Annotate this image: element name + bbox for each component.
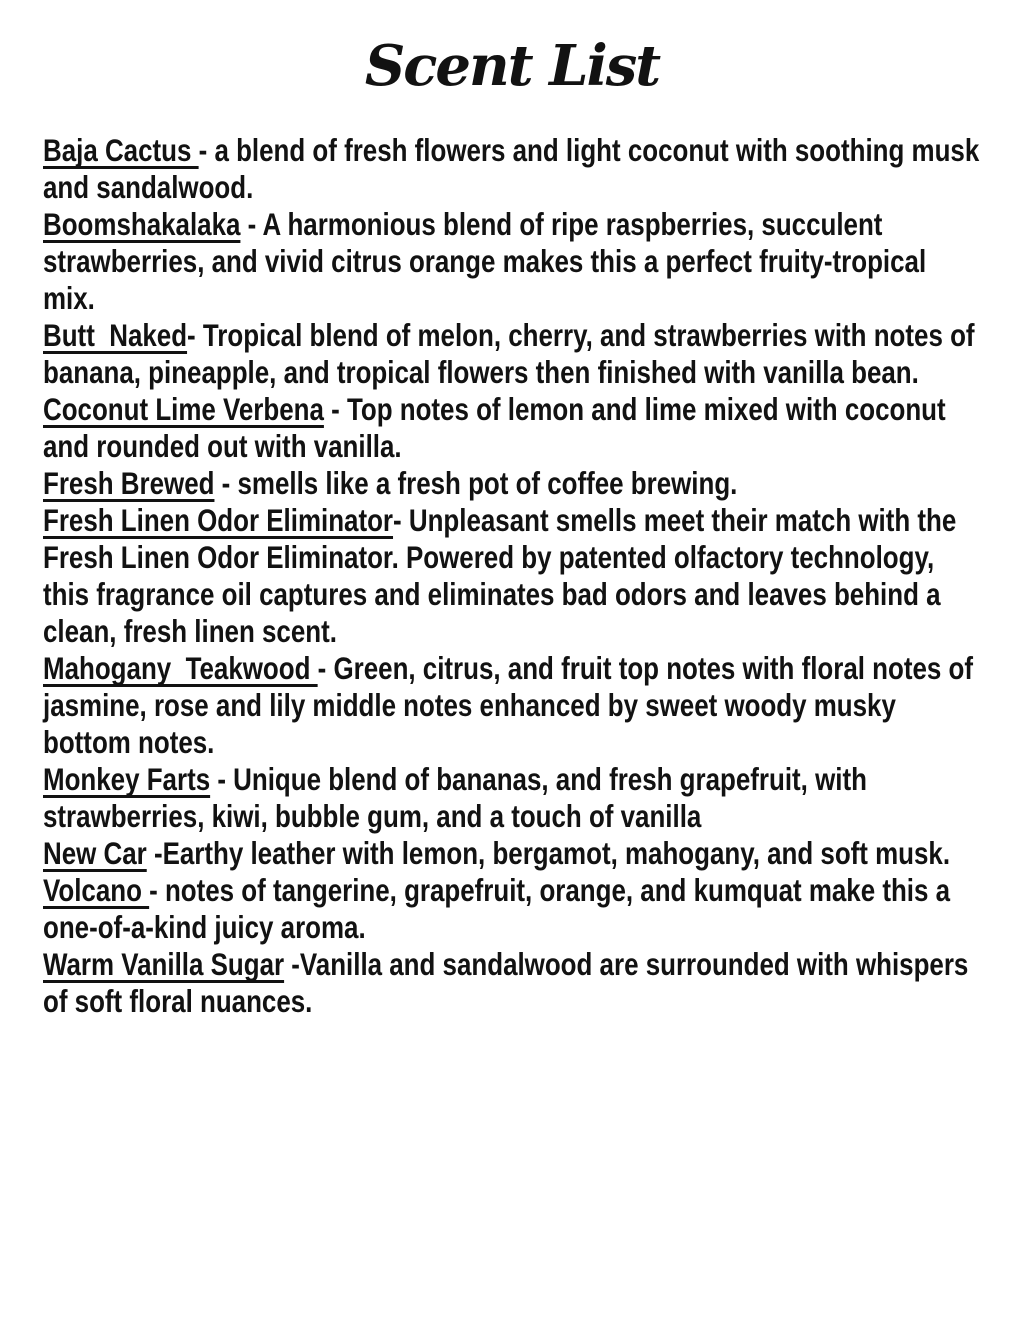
scent-entry (43, 206, 981, 317)
scent-entry (43, 946, 981, 1020)
scent-name: Baja Cactus (43, 132, 199, 168)
scent-name: Warm Vanilla Sugar (43, 946, 285, 982)
scent-name: Butt Naked (43, 317, 188, 353)
scent-description: - notes of tangerine, grapefruit, orange, and kumquat make this a one-of-a-kind juicy aroma. (43, 872, 958, 945)
scent-entry (43, 761, 981, 835)
scent-name: Fresh Brewed (43, 465, 215, 501)
scent-list (43, 132, 987, 1020)
scent-name: Coconut Lime Verbena (43, 391, 324, 427)
scent-name: Volcano (43, 872, 150, 908)
scent-description: - a blend of fresh flowers and light coconut with soothing musk and sandalwood. (43, 132, 987, 205)
scent-entry (43, 502, 981, 650)
scent-description: - Unique blend of bananas, and fresh grapefruit, with strawberries, kiwi, bubble gum, and a touch of vanilla (43, 761, 875, 834)
scent-entry (43, 465, 981, 502)
scent-name: Mahogany Teakwood (43, 650, 318, 686)
scent-entry (43, 132, 987, 206)
scent-entry (43, 391, 981, 465)
scent-entry (43, 835, 981, 872)
scent-entry (43, 317, 981, 391)
scent-name: New Car (43, 835, 147, 871)
scent-description: - A harmonious blend of ripe raspberries, succulent strawberries, and vivid citrus orange makes this a perfect fruity-tropical mix. (43, 206, 934, 316)
scent-description: - Green, citrus, and fruit top notes with floral notes of jasmine, rose and lily middle notes enhanced by sweet woody musky bottom notes. (43, 650, 981, 760)
scent-description: - Unpleasant smells meet their match with the Fresh Linen Odor Eliminator. Powered by patented olfactory technology, this fragrance oil captures and eliminates bad odors and leaves behind a clean, fresh linen scent. (43, 502, 964, 649)
scent-description: -Earthy leather with lemon, bergamot, mahogany, and soft musk. (146, 835, 951, 871)
scent-description: -Vanilla and sandalwood are surrounded with whispers of soft floral nuances. (43, 946, 976, 1019)
scent-name: Fresh Linen Odor Eliminator (43, 502, 394, 538)
scent-entry (43, 872, 981, 946)
scent-description: - Tropical blend of melon, cherry, and strawberries with notes of banana, pineapple, and tropical flowers then finished with vanilla bean. (43, 317, 982, 390)
scent-name: Monkey Farts (43, 761, 211, 797)
scent-description: - Top notes of lemon and lime mixed with coconut and rounded out with vanilla. (43, 391, 953, 464)
page-title: Scent List (364, 33, 660, 99)
scent-description: - smells like a fresh pot of coffee brewing. (214, 465, 738, 501)
scent-name: Boomshakalaka (43, 206, 241, 242)
scent-entry (43, 650, 981, 761)
